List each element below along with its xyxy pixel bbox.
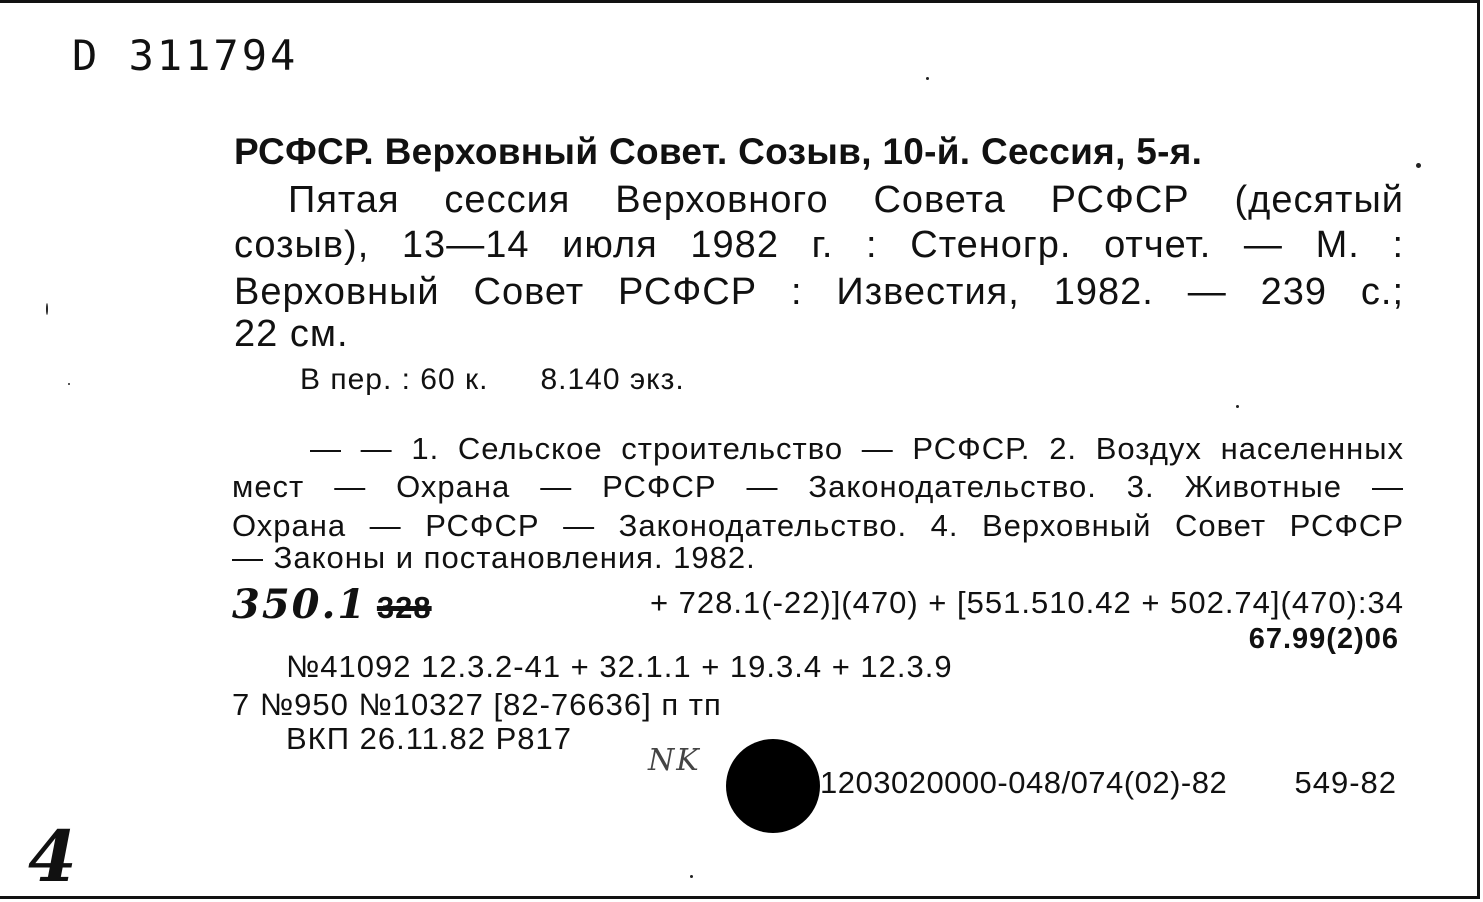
struck-class-number: 328 [376, 590, 432, 625]
speck [68, 383, 70, 385]
speck [46, 303, 48, 315]
price-line [300, 363, 685, 397]
subject-line-1: — — 1. Сельское строительство — РСФСР. 2. Воздух населенных [310, 431, 1404, 466]
udk-line: №41092 12.3.2-41 + 32.1.1 + 19.3.4 + 12.3.9 [286, 649, 953, 684]
bbk-index: 67.99(2)06 [1248, 623, 1399, 655]
corner-mark: 4 [28, 815, 77, 898]
handwritten-mark: NK [648, 743, 701, 778]
vkp-line: ВКП 26.11.82 Р817 [286, 721, 573, 756]
description-line-1: Пятая сессия Верховного Совета РСФСР (десятый [288, 179, 1404, 221]
handwritten-class-number: 350.1 [232, 581, 368, 628]
description-line-3: Верховный Совет РСФСР : Известия, 1982. — 239 с.; [234, 271, 1404, 313]
speck [690, 875, 693, 878]
classification-line [232, 581, 1404, 628]
speck [926, 77, 929, 80]
subject-line-3: Охрана — РСФСР — Законодательство. 4. Верховный Совет РСФСР [232, 508, 1404, 543]
description-line-4: 22 см. [234, 313, 349, 355]
circulation: 8.140 экз. [540, 363, 685, 396]
punch-hole [726, 739, 820, 833]
call-number: D 311794 [72, 31, 299, 80]
printed-class-number: + 728.1(-22)](470) + [551.510.42 + 502.74](470):34 [649, 585, 1404, 620]
order-number: 549-82 [1294, 765, 1397, 800]
numbers-line: 7 №950 №10327 [82-76636] п тп [232, 687, 722, 722]
price: В пер. : 60 к. [300, 363, 489, 396]
subject-line-2: мест — Охрана — РСФСР — Законодательство. 3. Животные — [232, 469, 1404, 504]
speck [1416, 163, 1421, 168]
card-heading: РСФСР. Верховный Совет. Созыв, 10-й. Сессия, 5-я. [234, 131, 1203, 172]
subject-line-4: — Законы и постановления. 1982. [232, 540, 756, 575]
description-line-2: созыв), 13—14 июля 1982 г. : Стеногр. отчет. — М. : [234, 224, 1404, 266]
speck [1236, 405, 1239, 408]
isbn-line: 1203020000-048/074(02)-82 [820, 765, 1228, 800]
